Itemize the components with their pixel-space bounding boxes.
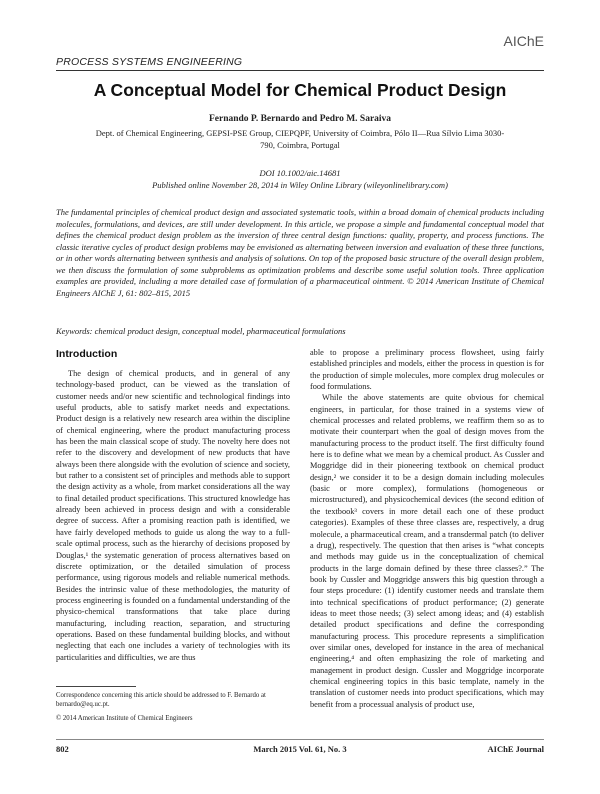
section-label: PROCESS SYSTEMS ENGINEERING (56, 56, 243, 68)
journal-name: AIChE Journal (487, 744, 544, 754)
paragraph: While the above statements are quite obvious for chemical engineers, in particular, for those trained in a systems view of chemical processes and related problems, we reaffirm them so as to motivate their counterpart when the goal of design moves from the manufacturing process to the product itself. The first difficulty found here is to define what we mean by a chemical product. As Cussler and Moggridge did in their pioneering textbook on chemical product design,² we consider it to be a design domain including molecules (basic or more complex), formulations (homogeneous or microstructured), and physicochemical devices (the second edition of the textbook³ covers in more detail each one of these product categories). Examples of these three classes are, respectively, a drug molecule, a pharmaceutical cream, and a transdermal patch (to deliver a drug), respectively. The question that then arises is “what concepts and methods may guide us in the conceptualization of chemical products in the large domain defined by these three classes?.” The book by Cussler and Moggridge answers this big question through a four steps procedure: (1) identify customer needs and translate them into technical specifications of product performance; (2) generate ideas to meet those needs; (3) select among ideas; and (4) establish detailed product specifications and define the corresponding manufacturing process. This procedure represents a simplification over similar ones, developed for instance in the area of mechanical engineering,⁴ and often emphasizing the role of marketing and management in product design. Cussler and Moggridge incorporate chemical engineering topics in this basic template, namely in the translation of customer needs into product specifications, which may benefit from a processual analysis of product use, (310, 393, 544, 709)
doi[interactable]: DOI 10.1002/aic.14681 (259, 168, 341, 178)
journal-logo: AIChE (503, 33, 544, 49)
copyright: © 2014 American Institute of Chemical Engineers (56, 715, 193, 722)
page-number: 802 (56, 744, 69, 754)
affiliation: Dept. of Chemical Engineering, GEPSI-PSE Group, CIEPQPF, University of Coimbra, Pólo II—Rua Sílvio Lima 3030-790, Coimbra, Portugal (95, 128, 505, 150)
introduction-heading: Introduction (56, 348, 118, 360)
authors: Fernando P. Bernardo and Pedro M. Saraiva (208, 114, 392, 124)
footer-rule (56, 739, 544, 740)
right-column (310, 347, 544, 710)
keywords: Keywords: chemical product design, conceptual model, pharmaceutical formulations (56, 326, 346, 336)
footnote-rule (56, 686, 136, 687)
abstract: The fundamental principles of chemical product design and associated systematic tools, within a broad domain of chemical products including molecules, formulations, and devices, are still under development. In this article, we propose a simple and fundamental conceptual model that defines the chemical product design problem as the inversion of three central design functions: quality, property, and process functions. The classic iterative cycles of product design problems may be envisioned as alternating between inversion and evaluation of these three functions, or in other words alternating between synthesis and analysis of solutions. On top of the proposed basic structure of the overall design problem, we then discuss the formulation of some subproblems as optimization problems and describe some useful solution tools. Three application examples are provided, including a more detailed case of formulation of a pharmaceutical ointment. © 2014 American Institute of Chemical Engineers AIChE J, 61: 802–815, 2015 (56, 207, 544, 298)
header-rule (56, 70, 544, 71)
left-column (56, 368, 290, 663)
publication-info: Published online November 28, 2014 in Wiley Online Library (wileyonlinelibrary.com) (152, 180, 448, 190)
correspondence-footnote: Correspondence concerning this article should be addressed to F. Bernardo at bernardo@eq.uc.pt. (56, 692, 266, 708)
article-title: A Conceptual Model for Chemical Product Design (93, 80, 507, 100)
paragraph: able to propose a preliminary process flowsheet, using fairly established principles and models, either the process in question is for the production of simple molecules, more complex drug molecules or food formulations. (310, 348, 544, 392)
paragraph: The design of chemical products, and in general of any technology-based product, can be viewed as the translation of customer needs and/or new scientific and technological findings into useful products, able to satisfy market needs and expectations. Product design is a relatively new research area within the discipline of chemical engineering, where the product manufacturing process has been the main classical scope of study. The novelty here does not refer to the discovery and development of new products that have always been there alongside with the evolution of science and society, but rather to a consistent set of principles and methods able to support the design activity as a whole, from market considerations all the way to final detailed product specifications. This structured knowledge has already been achieved in process design and with a considerable degree of success. After a promising reaction path is identified, we have fairly developed methods to guide us along the way to a full-scale optimal process, such as the hierarchy of decisions proposed by Douglas,¹ the systematic generation of process alternatives based on discrete optimization, or the detailed simulation of process performance, using rigorous models and reliable numerical methods. Besides the intrinsic value of these methodologies, the maturity of process engineering is founded on a fundamental understanding of the physico-chemical transformations that take place during manufacturing, including reaction, separation, and structuring operations. Based on these fundamental building blocks, and without neglecting that each one includes a variety of technologies with its particularities and difficulties, we are thus (56, 369, 290, 662)
issue-info: March 2015 Vol. 61, No. 3 (253, 744, 347, 754)
